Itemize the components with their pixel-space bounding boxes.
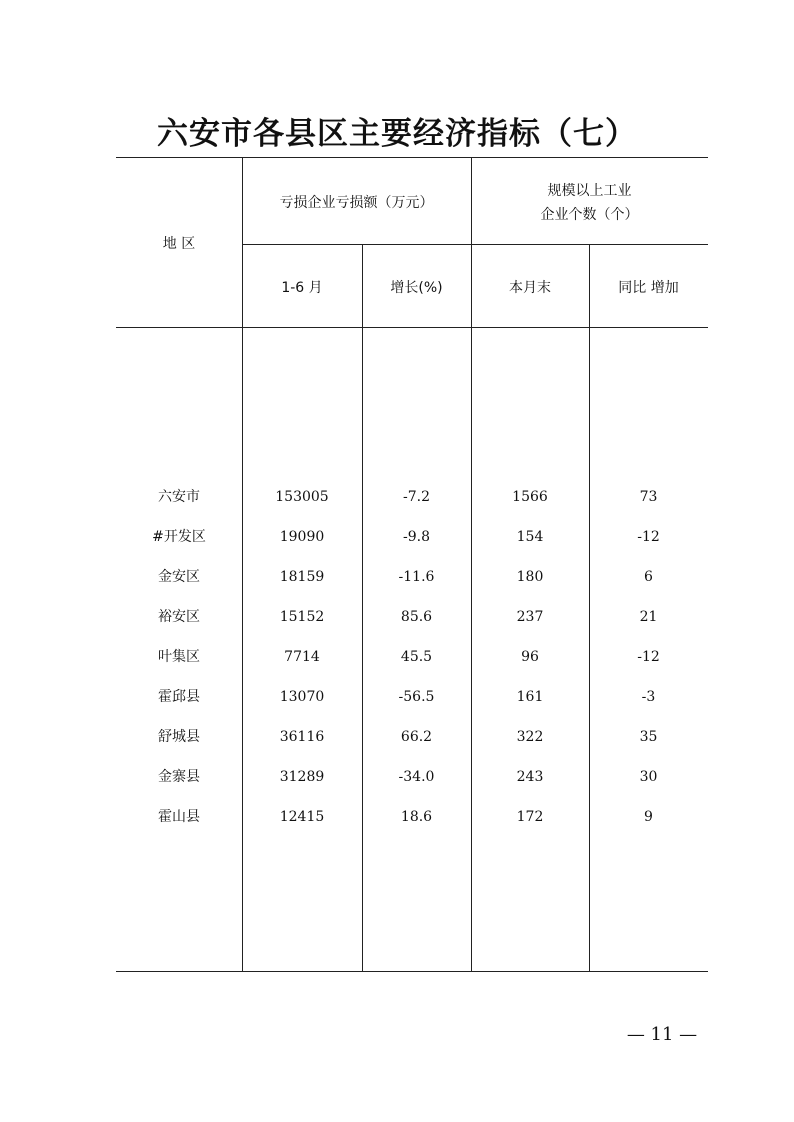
- cell-yoy: 30: [639, 769, 658, 785]
- cell-yoy: -12: [637, 529, 660, 545]
- cell-growth: -34.0: [398, 769, 435, 785]
- table-top-rule: [116, 157, 708, 158]
- cell-region: 霍邱县: [158, 689, 200, 705]
- header-col-month-end: 本月末: [509, 280, 551, 296]
- page-number: — 11 —: [626, 1024, 698, 1045]
- cell-month-end: 154: [516, 529, 544, 545]
- cell-month-end: 161: [516, 689, 544, 705]
- cell-growth: 18.6: [400, 809, 433, 825]
- cell-loss: 7714: [284, 649, 320, 665]
- cell-region: 裕安区: [158, 609, 200, 625]
- cell-yoy: 21: [639, 609, 658, 625]
- cell-loss: 15152: [279, 609, 325, 625]
- cell-region: 金安区: [158, 569, 200, 585]
- cell-loss: 36116: [279, 729, 325, 745]
- cell-month-end: 243: [516, 769, 544, 785]
- cell-yoy: 9: [644, 809, 653, 825]
- cell-month-end: 172: [516, 809, 544, 825]
- cell-region: 舒城县: [158, 729, 200, 745]
- header-industry-group-line1: 规模以上工业: [547, 183, 632, 199]
- cell-month-end: 1566: [512, 489, 548, 505]
- cell-region: 金寨县: [158, 769, 200, 785]
- cell-yoy: 35: [639, 729, 658, 745]
- header-col-1-6-month: 1-6 月: [281, 280, 323, 296]
- cell-region: 六安市: [158, 489, 200, 505]
- cell-growth: 85.6: [400, 609, 433, 625]
- cell-month-end: 180: [516, 569, 544, 585]
- header-industry-group-line2: 企业个数（个）: [540, 207, 639, 223]
- page-title: 六安市各县区主要经济指标（七）: [157, 116, 637, 152]
- header-mid-rule: [242, 244, 708, 245]
- header-bottom-rule: [116, 327, 708, 328]
- cell-growth: -7.2: [403, 489, 430, 505]
- cell-region: 叶集区: [158, 649, 200, 665]
- cell-loss: 12415: [279, 809, 325, 825]
- cell-region: 霍山县: [158, 809, 200, 825]
- cell-region: #开发区: [152, 529, 206, 545]
- cell-month-end: 237: [516, 609, 544, 625]
- header-col-yoy-increase: 同比 增加: [618, 280, 679, 296]
- cell-growth: 45.5: [400, 649, 433, 665]
- header-col-growth: 增长(%): [390, 280, 443, 296]
- cell-loss: 153005: [275, 489, 329, 505]
- cell-yoy: -3: [641, 689, 656, 705]
- cell-yoy: 73: [639, 489, 658, 505]
- cell-yoy: 6: [644, 569, 653, 585]
- cell-growth: 66.2: [400, 729, 433, 745]
- cell-loss: 31289: [279, 769, 325, 785]
- cell-loss: 19090: [279, 529, 325, 545]
- cell-month-end: 322: [516, 729, 544, 745]
- cell-growth: -11.6: [398, 569, 435, 585]
- header-region: 地 区: [162, 236, 196, 252]
- cell-growth: -56.5: [398, 689, 435, 705]
- table-bottom-rule: [116, 971, 708, 972]
- cell-month-end: 96: [521, 649, 539, 665]
- cell-growth: -9.8: [403, 529, 430, 545]
- cell-loss: 18159: [279, 569, 325, 585]
- cell-loss: 13070: [279, 689, 325, 705]
- header-loss-group: 亏损企业亏损额（万元）: [279, 195, 434, 211]
- cell-yoy: -12: [637, 649, 660, 665]
